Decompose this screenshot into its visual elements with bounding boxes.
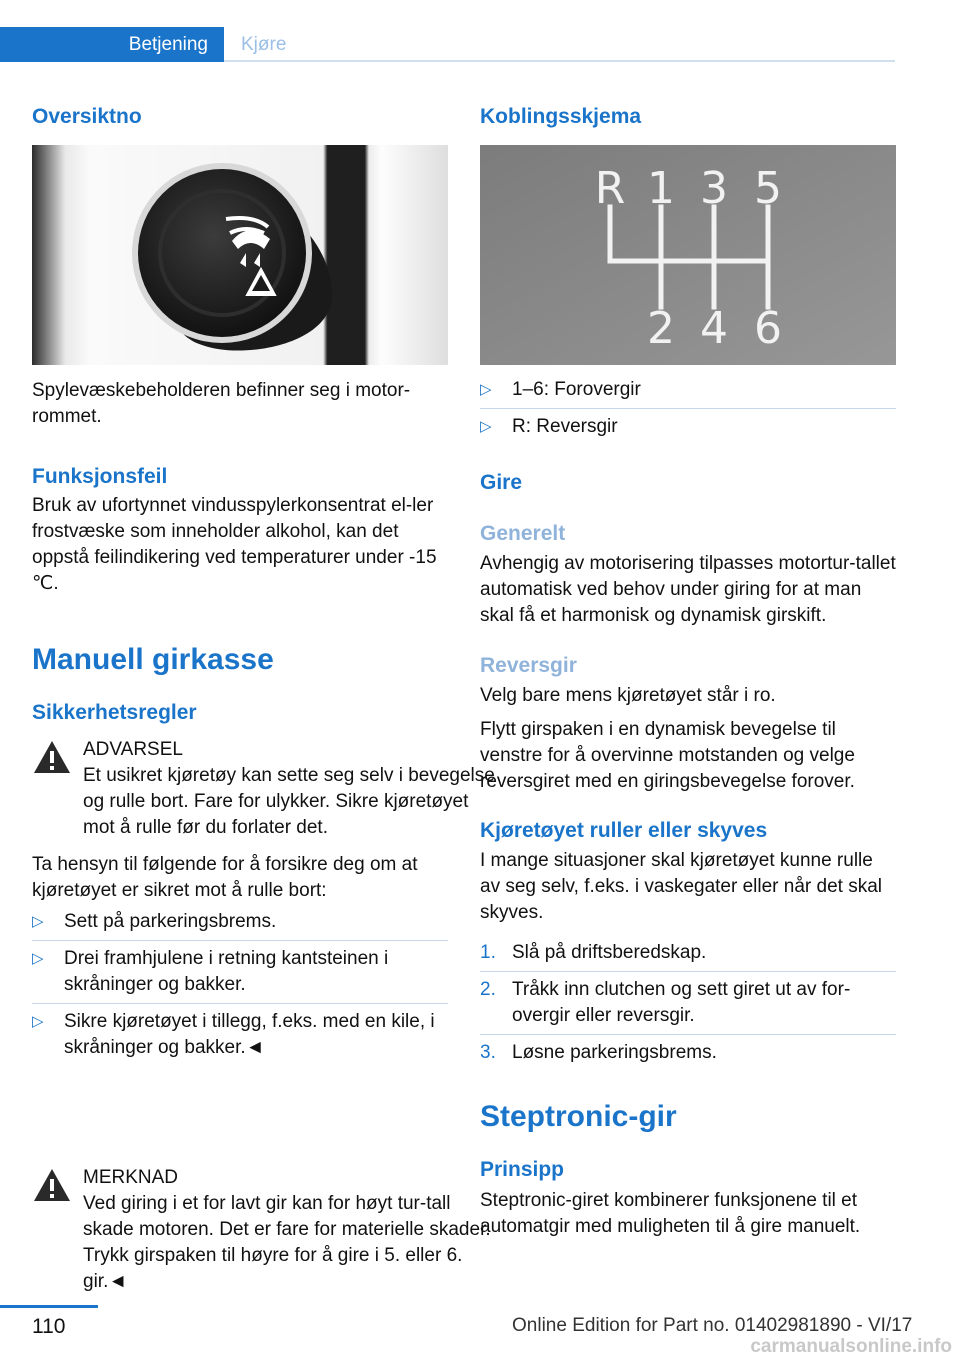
generelt-text: Avhengig av motorisering tilpasses motortur-tallet automatisk ved behov under giring for at man skal få et harmonisk og dynamisk girskift. (480, 553, 896, 626)
watermark: carmanualsonline.info (750, 1336, 952, 1357)
list-item-text: R: Reversgir (512, 416, 618, 437)
step-text: Slå på driftsberedskap. (512, 942, 707, 963)
heading-funksjonsfeil: Funksjonsfeil (32, 465, 168, 488)
step-text: Tråkk inn clutchen og sett giret ut av for-overgir eller reversgir. (512, 979, 851, 1026)
warning2-label: MERKNAD (83, 1167, 179, 1188)
steps-list (480, 940, 896, 1076)
edition-text: Online Edition for Part no. 01402981890 - VI/17 (512, 1315, 913, 1336)
heading-steptronic: Steptronic-gir (480, 1100, 677, 1133)
triangle-bullet-icon: ▷ (480, 381, 492, 398)
list-item (480, 940, 896, 972)
prinsipp-text: Steptronic-giret kombinerer funksjonene til et automatgir med muligheten til å gire manuelt. (480, 1190, 861, 1237)
list-item-text: Sikre kjøretøyet i tillegg, f.eks. med en kile, i skråninger og bakker.◄ (64, 1011, 435, 1058)
list-item (480, 1040, 896, 1071)
list-item (32, 909, 448, 941)
gear-label-4: 4 (700, 303, 728, 354)
heading-manuell-girkasse: Manuell girkasse (32, 643, 274, 676)
step-number: 1. (480, 942, 496, 963)
list-item (32, 946, 448, 1004)
list-item-text: Drei framhjulene i retning kantsteinen i skråninger og bakker. (64, 948, 389, 995)
heading-sikkerhetsregler: Sikkerhetsregler (32, 701, 197, 724)
gear-label-5: 5 (754, 163, 782, 214)
triangle-bullet-icon: ▷ (32, 913, 44, 930)
list-item-text: Sett på parkeringsbrems. (64, 911, 277, 932)
shift-pattern-diagram (480, 145, 896, 365)
triangle-bullet-icon: ▷ (32, 950, 44, 967)
gear-label-1: 1 (647, 163, 675, 214)
left-column (32, 0, 495, 1292)
photo-caption: Spylevæskebeholderen befinner seg i motor-rommet. (32, 380, 411, 427)
warning-advarsel (32, 737, 499, 841)
step-number: 2. (480, 979, 496, 1000)
warning2-body: Ved giring i et for lavt gir kan for høyt tur-tall skade motoren. Det er fare for materielle skader. Trykk girspaken til høyre for å gire i 5. eller 6. gir.◄ (83, 1193, 491, 1292)
hensyn-text: Ta hensyn til følgende for å forsikre deg om at kjøretøyet er sikret mot å rulle bort: (32, 854, 418, 901)
warning1-label: ADVARSEL (83, 739, 183, 760)
triangle-bullet-icon: ▷ (32, 1013, 44, 1030)
page-number: 110 (32, 1315, 66, 1338)
heading-prinsipp: Prinsipp (480, 1158, 565, 1181)
list-item-text: 1–6: Forovergir (512, 379, 641, 400)
funksjon-text: Bruk av ufortynnet vindusspylerkonsentrat el-ler frostvæske som inneholder alkohol, kan det oppstå feilindikering ved temperaturer under -15 ℃. (32, 495, 437, 594)
reversgir-text-1: Velg bare mens kjøretøyet står i ro. (480, 685, 776, 706)
reservoir-photo (32, 145, 448, 365)
tab-kjore[interactable]: Kjøre (241, 34, 287, 55)
list-item (480, 377, 896, 409)
washer-cap-illustration (32, 145, 448, 365)
footer-accent-line (0, 1305, 98, 1308)
heading-kjoretoyet-ruller: Kjøretøyet ruller eller skyves (480, 819, 768, 842)
gear-label-r: R (594, 163, 626, 214)
warning1-body: Et usikret kjøretøy kan sette seg selv i bevegelse og rulle bort. Fare for ulykker. Sikre kjøretøyet mot å rulle før du forlater det. (83, 765, 495, 838)
heading-koblingsskjema: Koblingsskjema (480, 105, 642, 128)
list-item (480, 977, 896, 1035)
gear-label-2: 2 (647, 303, 675, 354)
list-item (480, 414, 896, 445)
warning2-text (32, 1191, 499, 1295)
warning-triangle-icon (32, 739, 72, 775)
warning1-text (32, 763, 499, 841)
triangle-bullet-icon: ▷ (480, 418, 492, 435)
ruller-text: I mange situasjoner skal kjøretøyet kunne rulle av seg selv, f.eks. i vaskegater eller når det skal skyves. (480, 850, 882, 923)
step-number: 3. (480, 1042, 496, 1063)
heading-reversgir: Reversgir (480, 654, 577, 677)
step-text: Løsne parkeringsbrems. (512, 1042, 717, 1063)
warning-merknad (32, 1165, 499, 1295)
gear-label-3: 3 (700, 163, 728, 214)
heading-gire: Gire (480, 471, 523, 494)
heading-generelt: Generelt (480, 522, 566, 545)
list-item (32, 1009, 448, 1066)
gear-legend-list (480, 377, 896, 450)
safety-list (32, 909, 448, 1071)
shift-pattern-image (480, 145, 896, 365)
gear-label-6: 6 (754, 303, 782, 354)
heading-oversikt: Oversiktno (32, 105, 142, 128)
tab-betjening[interactable]: Betjening (0, 27, 224, 62)
reversgir-text-2: Flytt girspaken i en dynamisk bevegelse til venstre for å overvinne motstanden og velge reversgiret med en giringsbevegelse forover. (480, 719, 855, 792)
warning-triangle-icon (32, 1167, 72, 1203)
